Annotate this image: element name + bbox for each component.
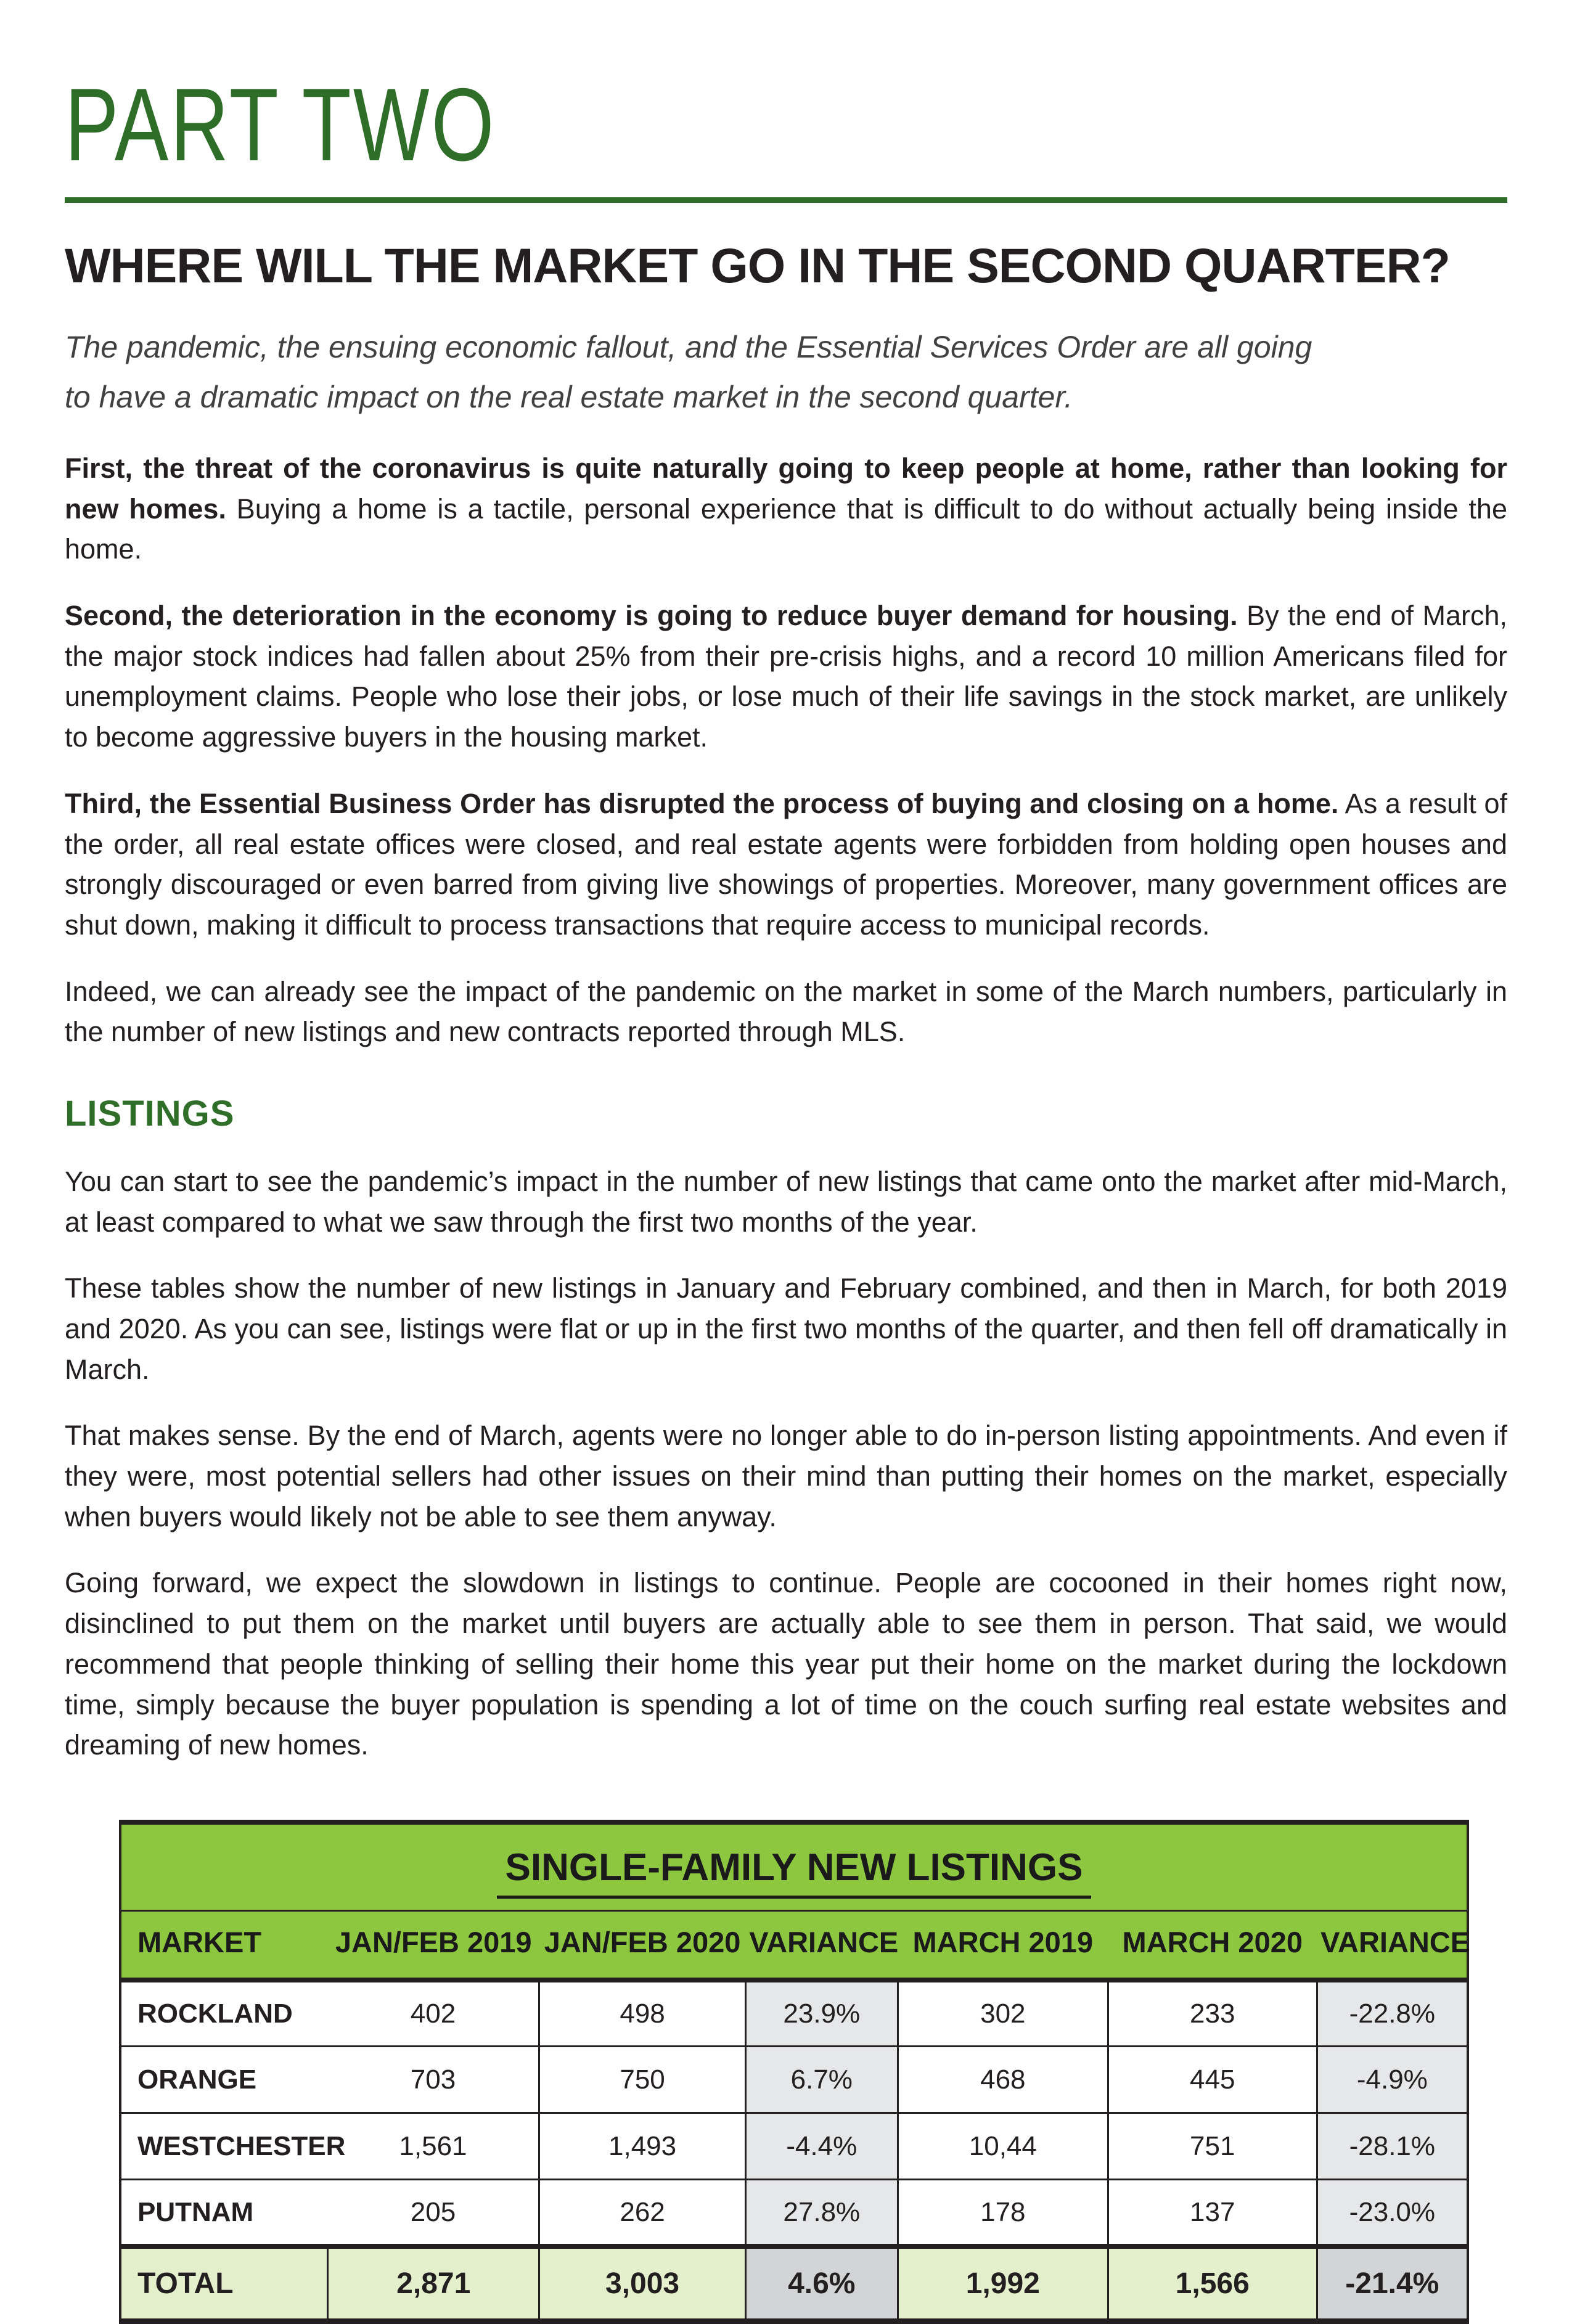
table-cell-row-orange-col4: 468 [898,2047,1108,2113]
table-cell-row-putnam-col2: 262 [539,2180,745,2246]
section-heading-listings: LISTINGS [65,1093,235,1134]
row-westchester [120,2113,1468,2180]
column-header-5: MARCH 2020 [1108,1910,1317,1980]
table-cell-row-rockland-col6: -22.8% [1317,1980,1468,2047]
paragraph-third [65,784,1507,946]
table-cell-row-orange-col3: 6.7% [745,2047,898,2113]
kicker-text: PART TWO [65,67,496,182]
kicker-title [65,67,1507,182]
paragraph-listings-3 [65,1415,1507,1537]
table-cell-total-row-col5: 1,566 [1108,2246,1317,2322]
paragraph-lead-in: First, the threat of the coronavirus is quite naturally going to keep people at home, rather than looking for new homes. [65,452,1507,525]
table-title-cell [120,1822,1468,1911]
subtitle-line-2: to have a dramatic impact on the real estate market in the second quarter. [65,380,1073,414]
listings-paragraphs [65,1161,1507,1766]
paragraph-text: You can start to see the pandemic’s impact in the number of new listings that came onto the market after mid-March, at least compared to what we saw through the first two months of the year. [65,1165,1507,1238]
table-cell-row-rockland-col4: 302 [898,1980,1108,2047]
table-cell-row-westchester-col4: 10,44 [898,2113,1108,2180]
table-cell-total-row-col6: -21.4% [1317,2246,1468,2322]
column-header-2: JAN/FEB 2020 [539,1910,745,1980]
paragraph-second [65,595,1507,758]
table-cell-row-westchester-col3: -4.4% [745,2113,898,2180]
column-header-4: MARCH 2019 [898,1910,1108,1980]
page-heading: WHERE WILL THE MARKET GO IN THE SECOND QUARTER? [65,238,1450,293]
table-cell-row-rockland-col5: 233 [1108,1980,1317,2047]
row-rockland [120,1980,1468,2047]
table-cell-row-orange-col6: -4.9% [1317,2047,1468,2113]
row-orange [120,2047,1468,2113]
subtitle-line-1: The pandemic, the ensuing economic fallout, and the Essential Services Order are all going [65,330,1312,364]
paragraph-text: These tables show the number of new listings in January and February combined, and then in March, for both 2019 and 2020. As you can see, listings were flat or up in the first two months of the quarter, and then fell off dramatically in March. [65,1272,1507,1385]
paragraph-text: Buying a home is a tactile, personal experience that is difficult to do without actually being inside the home. [65,493,1507,565]
single-family-new-listings-table [119,1820,1469,2324]
paragraph-listings-2 [65,1268,1507,1389]
table-cell-row-westchester-col0: WESTCHESTER [120,2113,328,2180]
table-cell-row-rockland-col0: ROCKLAND [120,1980,328,2047]
paragraph-first [65,448,1507,570]
column-header-1: JAN/FEB 2019 [328,1910,539,1980]
table-cell-total-row-col3: 4.6% [745,2246,898,2322]
table-cell-total-row-col4: 1,992 [898,2246,1108,2322]
row-putnam [120,2180,1468,2246]
table-cell-row-putnam-col5: 137 [1108,2180,1317,2246]
paragraph-listings-4 [65,1563,1507,1765]
table-cell-row-rockland-col1: 402 [328,1980,539,2047]
paragraph-lead-in: Second, the deterioration in the economy is going to reduce buyer demand for housing. [65,600,1238,632]
table-cell-row-putnam-col0: PUTNAM [120,2180,328,2246]
paragraph-indeed [65,972,1507,1052]
table-cell-row-rockland-col3: 23.9% [745,1980,898,2047]
table-cell-row-orange-col5: 445 [1108,2047,1317,2113]
column-header-0: MARKET [120,1910,328,1980]
paragraph-text: Indeed, we can already see the impact of the pandemic on the market in some of the March numbers, particularly in the number of new listings and new contracts reported through MLS. [65,975,1507,1048]
table-cell-row-westchester-col2: 1,493 [539,2113,745,2180]
table-cell-row-orange-col1: 703 [328,2047,539,2113]
table-cell-total-row-col2: 3,003 [539,2246,745,2322]
paragraph-text: That makes sense. By the end of March, agents were no longer able to do in-person listing appointments. And even if they were, most potential sellers had other issues on their mind than putting their homes on the market, especially when buyers would likely not be able to see them anyway. [65,1420,1507,1532]
table-cell-row-putnam-col1: 205 [328,2180,539,2246]
table-cell-row-putnam-col3: 27.8% [745,2180,898,2246]
paragraph-text: By the end of March, the major stock indices had fallen about 25% from their pre-crisis highs, and a record 10 million Americans filed for unemployment claims. People who lose their jobs, or lose much of their life savings in the stock market, are unlikely to become aggressive buyers in the housing market. [65,600,1507,753]
table-cell-row-orange-col2: 750 [539,2047,745,2113]
intro-paragraphs [65,448,1507,1052]
table-cell-row-putnam-col4: 178 [898,2180,1108,2246]
paragraph-listings-1 [65,1161,1507,1242]
total-row [120,2246,1468,2322]
table-cell-row-putnam-col6: -23.0% [1317,2180,1468,2246]
table-cell-row-rockland-col2: 498 [539,1980,745,2047]
paragraph-lead-in: Third, the Essential Business Order has disrupted the process of buying and closing on a home. [65,787,1339,819]
table-cell-row-westchester-col5: 751 [1108,2113,1317,2180]
table-cell-row-orange-col0: ORANGE [120,2047,328,2113]
page-subtitle [65,322,1507,422]
column-header-3: VARIANCE [745,1910,898,1980]
table-cell-row-westchester-col6: -28.1% [1317,2113,1468,2180]
table-cell-total-row-col1: 2,871 [328,2246,539,2322]
column-header-6: VARIANCE [1317,1910,1468,1980]
table-cell-total-row-col0: TOTAL [120,2246,328,2322]
table-header-row [120,1910,1468,1980]
table-title-row [120,1822,1468,1911]
table-cell-row-westchester-col1: 1,561 [328,2113,539,2180]
paragraph-text: Going forward, we expect the slowdown in listings to continue. People are cocooned in their homes right now, disinclined to put them on the market until buyers are actually able to see them in person. That said, we would recommend that people thinking of selling their home this year put their home on the market during the lockdown time, simply because the buyer population is spending a lot of time on the couch surfing real estate websites and dreaming of new homes. [65,1567,1507,1761]
paragraph-text: As a result of the order, all real estate offices were closed, and real estate agents were forbidden from holding open houses and strongly discouraged or even barred from giving live showings of properties. Moreover, many government offices are shut down, making it difficult to process transactions that require access to municipal records. [65,787,1507,941]
title-divider [65,197,1507,203]
table-title: SINGLE-FAMILY NEW LISTINGS [497,1846,1092,1899]
